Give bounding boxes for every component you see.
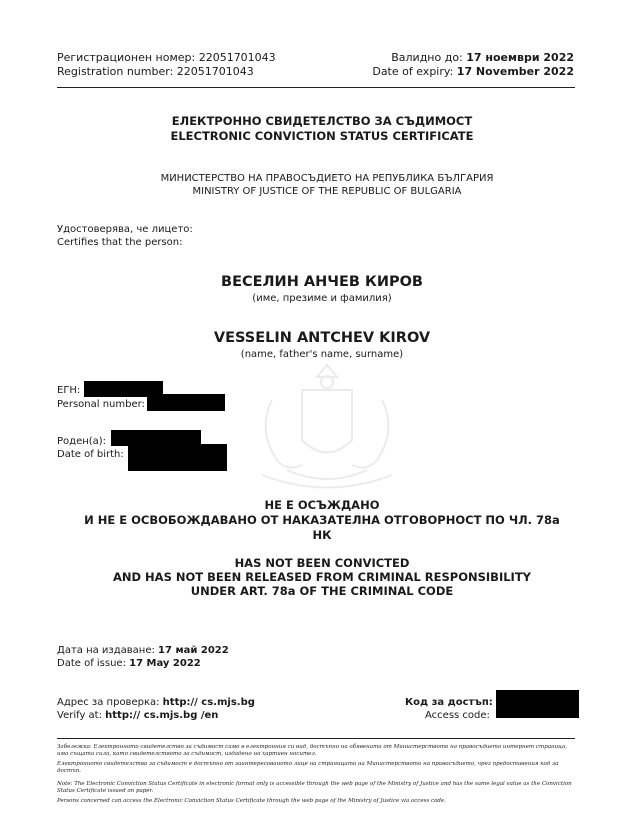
- person-name-en-hint: (name, father's name, surname): [240, 349, 404, 360]
- header-divider: [57, 87, 575, 88]
- expiry-bg-label: Валидно до:: [391, 51, 467, 64]
- ministry-en: MINISTRY OF JUSTICE OF THE REPUBLIC OF BULGARIA: [192, 186, 462, 197]
- issue-date-en-label: Date of issue:: [57, 658, 130, 669]
- access-code-redaction: [496, 690, 579, 718]
- ministry-bg: МИНИСТЕРСТВО НА ПРАВОСЪДИЕТО НА РЕПУБЛИКА БЪЛГАРИЯ: [160, 173, 494, 184]
- person-name-bg: ВЕСЕЛИН АНЧЕВ КИРОВ: [221, 274, 423, 290]
- person-name-en: VESSELIN ANTCHEV KIROV: [213, 330, 431, 346]
- certifies-en: Certifies that the person:: [57, 237, 183, 248]
- status-en-line3: UNDER ART. 78a OF THE CRIMINAL CODE: [190, 584, 454, 598]
- verify-en: [57, 709, 218, 722]
- status-en-line2: AND HAS NOT BEEN RELEASED FROM CRIMINAL RESPONSIBILITY: [112, 570, 531, 584]
- footnote-en-2: Persons concerned can access the Electronic Conviction Status Certificate through the web page of the Ministry of Justice via access code.: [57, 798, 446, 804]
- verify-en-label: Verify at:: [57, 710, 106, 721]
- certifies-bg: Удостоверява, че лицето:: [57, 224, 193, 235]
- registration-number-en: Registration number: 22051701043: [57, 65, 254, 78]
- footnote-en-1: Note: The Electronic Conviction Status Certificate in electronic format only is accessible through the web page of the Ministry of Justice and has the same legal value as the Conviction Status Certificate issued on paper.: [57, 781, 572, 794]
- verify-bg-link[interactable]: http:// cs.mjs.bg: [162, 697, 255, 708]
- expiry-en-label: Date of expiry:: [372, 65, 457, 78]
- footnote-bg-2: Електронното свидетелство за съдимост е достъпно от заинтересованото лице на страницата на Министерството на правосъдието, чрез предоставения код за достъп.: [57, 761, 559, 774]
- expiry-bg: [391, 51, 574, 65]
- personal-number-redaction: [147, 394, 225, 411]
- issue-date-bg: [57, 644, 229, 657]
- registration-number-bg: Регистрационен номер: 22051701043: [57, 51, 276, 64]
- title-en: ELECTRONIC CONVICTION STATUS CERTIFICATE: [170, 129, 474, 143]
- expiry-bg-value: 17 ноември 2022: [466, 51, 574, 64]
- footer-divider: [57, 738, 575, 739]
- status-bg-line1: НЕ Е ОСЪЖДАНО: [264, 498, 380, 512]
- status-bg-line2: И НЕ Е ОСВОБОЖДАВАНО ОТ НАКАЗАТЕЛНА ОТГОВОРНОСТ ПО ЧЛ. 78а: [84, 513, 560, 527]
- issue-date-bg-label: Дата на издаване:: [57, 645, 159, 656]
- issue-date-en: [57, 657, 201, 670]
- access-code-en-label: Access code:: [425, 710, 490, 721]
- born-label: Роден(а):: [57, 436, 107, 447]
- personal-number-label: Personal number:: [57, 399, 145, 410]
- coat-of-arms-watermark: [232, 355, 422, 490]
- status-bg-line3: НК: [312, 528, 332, 542]
- dob-label: Date of birth:: [57, 449, 124, 460]
- expiry-en: [372, 65, 574, 79]
- access-code-bg-label: Код за достъп:: [405, 697, 493, 708]
- verify-en-link[interactable]: http:// cs.mjs.bg /en: [105, 710, 219, 721]
- verify-bg-label: Адрес за проверка:: [57, 697, 163, 708]
- issue-date-en-value: 17 May 2022: [129, 658, 201, 669]
- person-name-bg-hint: (име, презиме и фамилия): [252, 293, 392, 304]
- status-en-line1: HAS NOT BEEN CONVICTED: [234, 556, 410, 570]
- footnote-bg-1: Забележка: Електронното свидетелство за съдимост само в електронния си вид, достъпно на обявената от Министерството на правосъдието интернет страница, има същата сила, като свидетелството за съдимост, издадено на хартиен носител.: [57, 744, 568, 757]
- title-bg: ЕЛЕКТРОННО СВИДЕТЕЛСТВО ЗА СЪДИМОСТ: [171, 114, 473, 128]
- dob-redaction: [128, 444, 227, 471]
- verify-bg: [57, 696, 255, 709]
- egn-label: ЕГН:: [57, 385, 81, 396]
- issue-date-bg-value: 17 май 2022: [158, 645, 229, 656]
- expiry-en-value: 17 November 2022: [456, 65, 574, 78]
